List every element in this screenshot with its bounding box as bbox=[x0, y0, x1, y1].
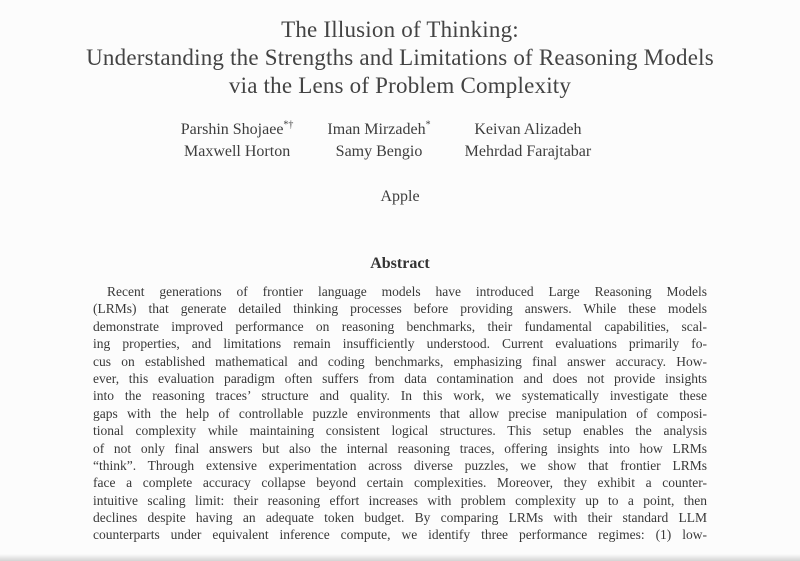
abstract-text bbox=[93, 283, 707, 544]
title-line-1: The Illusion of Thinking: bbox=[281, 17, 519, 42]
abstract-line: cus on established mathematical and coding benchmarks, emphasizing final answer accuracy. How- bbox=[93, 353, 707, 369]
paper-page bbox=[0, 16, 800, 561]
abstract-line: ing properties, and limitations remain insufficiently understood. Current evaluations primarily fo- bbox=[93, 336, 707, 352]
page-bottom-shadow bbox=[0, 554, 800, 561]
author-name: Parshin Shojaee bbox=[180, 121, 284, 138]
abstract-line: Recent generations of frontier language models have introduced Large Reasoning Models bbox=[107, 284, 707, 299]
author-block bbox=[0, 119, 786, 163]
abstract-line: gaps with the help of controllable puzzle environments that allow precise manipulation of composi- bbox=[93, 405, 707, 421]
abstract-line: tional complexity while maintaining consistent logical structures. This setup enables the analysis bbox=[93, 423, 707, 439]
abstract-line: demonstrate improved performance on reasoning benchmarks, their fundamental capabilities, scal- bbox=[93, 318, 707, 334]
author-name: Keivan Alizadeh bbox=[474, 121, 582, 138]
abstract-line: into the reasoning traces’ structure and quality. In this work, we systematically investigate these bbox=[93, 388, 707, 404]
title-line-2: Understanding the Strengths and Limitations of Reasoning Models bbox=[86, 45, 714, 70]
author-name: Iman Mirzadeh bbox=[327, 121, 426, 138]
author-iman-mirzadeh bbox=[327, 119, 430, 141]
author-name: Samy Bengio bbox=[335, 143, 423, 160]
author-affiliation-mark: *† bbox=[283, 119, 294, 131]
abstract-line: intuitive scaling limit: their reasoning effort increases with problem complexity up to a point, then bbox=[93, 492, 707, 508]
abstract-line: “think”. Through extensive experimentation across diverse puzzles, we show that frontier LRMs bbox=[93, 457, 707, 473]
author-affiliation-mark: * bbox=[425, 119, 431, 131]
affiliation: Apple bbox=[380, 188, 420, 205]
author-name: Maxwell Horton bbox=[183, 143, 291, 160]
author-name: Mehrdad Farajtabar bbox=[464, 143, 592, 160]
author-keivan-alizadeh bbox=[465, 119, 592, 141]
abstract-line: of not only final answers but also the internal reasoning traces, offering insights into how LRMs bbox=[93, 440, 707, 456]
author-parshin-shojaee bbox=[181, 119, 294, 141]
paper-title bbox=[0, 16, 800, 100]
abstract-line: face a complete accuracy collapse beyond certain complexities. Moreover, they exhibit a counter- bbox=[93, 475, 707, 491]
author-maxwell-horton bbox=[181, 141, 294, 163]
abstract-line: (LRMs) that generate detailed thinking processes before providing answers. While these models bbox=[93, 301, 707, 317]
abstract-heading: Abstract bbox=[370, 255, 430, 272]
title-line-3: via the Lens of Problem Complexity bbox=[228, 73, 572, 98]
author-samy-bengio bbox=[327, 141, 430, 163]
abstract-line: ever, this evaluation paradigm often suffers from data contamination and does not provide insights bbox=[93, 370, 707, 386]
abstract-line: declines despite having an adequate token budget. By comparing LRMs with their standard LLM bbox=[93, 510, 707, 526]
author-mehrdad-farajtabar bbox=[465, 141, 592, 163]
abstract-line: counterparts under equivalent inference compute, we identify three performance regimes: (1) low- bbox=[93, 527, 707, 543]
